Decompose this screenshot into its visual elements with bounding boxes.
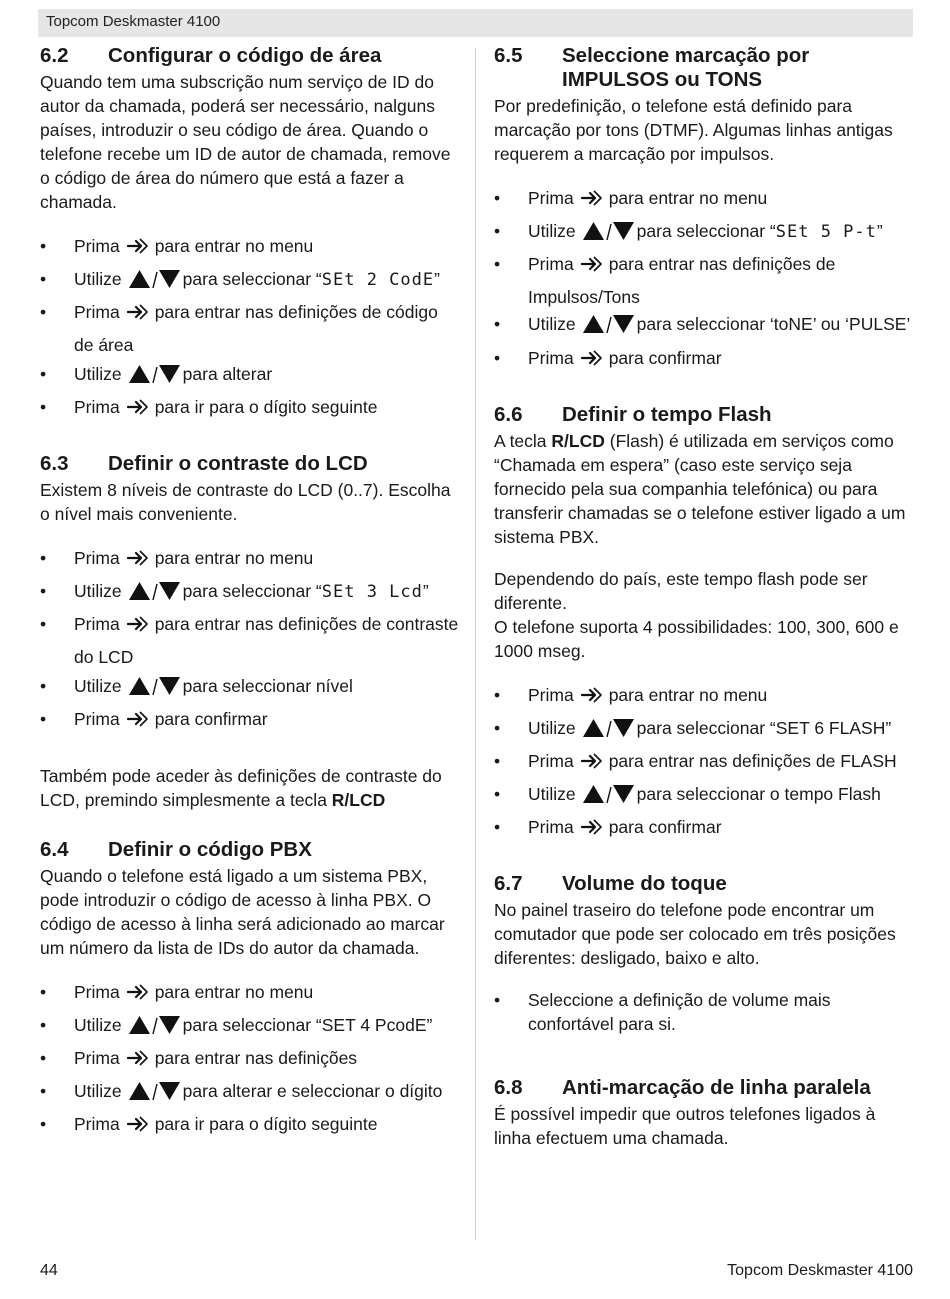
list-item: • Utilize para alterar: [40, 360, 462, 393]
section-intro: Quando tem uma subscrição num serviço de ID do autor da chamada, poderá ser necessário, nalguns países, introduzir o seu código de área. Quando o telefone recebe um ID de autor de chamada, remove o código de área do número que está a fazer a chamada.: [40, 72, 451, 212]
section-intro: Existem 8 níveis de contraste do LCD (0..7). Escolha o nível mais conveniente.: [40, 480, 451, 524]
up-down-arrows-icon: [582, 221, 634, 250]
list-item: • Utilize para seleccionar “SEt 2 CodE”: [40, 265, 462, 298]
section-note: Também pode aceder às definições de contraste do LCD, premindo simplesmente a tecla R/LCD: [40, 766, 442, 810]
page-number: 44: [40, 1262, 58, 1279]
running-header: [38, 9, 913, 37]
section-heading: 6.7 Volume do toque: [494, 872, 727, 895]
section-6-6: [494, 403, 914, 846]
section-intro: A tecla R/LCD (Flash) é utilizada em serviços como “Chamada em espera” (caso este serviço seja fornecido pela sua companhia telefónica) ou para transferir chamadas se o telefone estiver ligado a um sistema PBX.: [494, 431, 906, 547]
list-item: • Utilize para seleccionar “SEt 5 P-t”: [494, 217, 914, 250]
menu-enter-icon: [126, 1048, 152, 1077]
up-down-arrows-icon: [128, 269, 180, 298]
list-item: • Prima para entrar nas definições de código de área: [40, 298, 462, 360]
list-item: • Utilize para seleccionar ‘toNE’ ou ‘PULSE’: [494, 312, 914, 340]
section-heading: 6.8 Anti-marcação de linha paralela: [494, 1076, 871, 1099]
section-6-4: [40, 838, 462, 1143]
menu-enter-icon: [126, 302, 152, 331]
list-item: • Utilize para seleccionar “SEt 3 Lcd”: [40, 577, 462, 610]
menu-enter-icon: [126, 548, 152, 577]
menu-enter-icon: [126, 614, 152, 643]
section-intro: No painel traseiro do telefone pode encontrar um comutador que pode ser colocado em três posições diferentes: desligado, baixo e alto.: [494, 900, 896, 968]
list-item: • Prima para confirmar: [494, 813, 914, 846]
list-item: • Prima para entrar no menu: [40, 232, 462, 265]
menu-enter-icon: [126, 397, 152, 426]
list-item: • Prima para confirmar: [494, 344, 914, 377]
section-paragraph: Dependendo do país, este tempo flash pode ser diferente. O telefone suporta 4 possibilidades: 100, 300, 600 e 1000 mseg.: [494, 569, 899, 661]
menu-enter-icon: [126, 982, 152, 1011]
section-6-2: [40, 44, 462, 426]
up-down-arrows-icon: [128, 1081, 180, 1110]
section-intro: Por predefinição, o telefone está definido para marcação por tons (DTMF). Algumas linhas antigas requerem a marcação por impulsos.: [494, 96, 893, 164]
section-6-5: [494, 44, 914, 377]
section-intro: Quando o telefone está ligado a um sistema PBX, pode introduzir o código de acesso à linha PBX. O código de acesso à linha será adicionado ao marcar um número da lista de IDs do autor da chamada.: [40, 866, 445, 958]
list-item: • Utilize para alterar e seleccionar o dígito: [40, 1077, 462, 1110]
menu-enter-icon: [580, 751, 606, 780]
list-item: • Prima para entrar nas definições de contraste do LCD: [40, 610, 462, 672]
up-down-arrows-icon: [128, 676, 180, 705]
section-heading: 6.6 Definir o tempo Flash: [494, 403, 772, 426]
menu-enter-icon: [580, 348, 606, 377]
section-heading: 6.4 Definir o código PBX: [40, 838, 312, 861]
list-item: • Prima para entrar no menu: [494, 681, 914, 714]
list-item: • Utilize para seleccionar o tempo Flash: [494, 780, 914, 813]
header-title: Topcom Deskmaster 4100: [46, 13, 221, 30]
lcd-text: SEt 2 CodE: [321, 270, 435, 290]
section-6-7: [494, 872, 914, 1036]
list-item: • Prima para entrar nas definições: [40, 1044, 462, 1077]
list-item: • Prima para entrar no menu: [40, 544, 462, 577]
up-down-arrows-icon: [582, 314, 634, 340]
lcd-text: SEt 5 P-t: [775, 222, 877, 242]
menu-enter-icon: [126, 1114, 152, 1143]
lcd-text: SEt 3 Lcd: [321, 582, 423, 602]
up-down-arrows-icon: [582, 784, 634, 813]
section-heading: 6.2 Configurar o código de área: [40, 44, 382, 67]
section-intro: É possível impedir que outros telefones ligados à linha efectuem uma chamada.: [494, 1104, 876, 1148]
list-item: • Utilize para seleccionar nível: [40, 672, 462, 705]
steps-list: [494, 681, 914, 846]
up-down-arrows-icon: [582, 718, 634, 747]
right-column: [494, 44, 914, 1176]
left-column: [40, 44, 462, 1169]
list-item: • Utilize para seleccionar “SET 6 FLASH”: [494, 714, 914, 747]
section-heading: 6.5 Seleccione marcação por IMPULSOS ou TONS: [494, 44, 810, 91]
list-item: • Prima para ir para o dígito seguinte: [40, 393, 462, 426]
menu-enter-icon: [580, 685, 606, 714]
list-item: • Prima para entrar no menu: [494, 184, 914, 217]
up-down-arrows-icon: [128, 1015, 180, 1044]
steps-list: [40, 978, 462, 1143]
steps-list: [494, 988, 914, 1036]
footer-product: Topcom Deskmaster 4100: [727, 1262, 913, 1279]
menu-enter-icon: [580, 254, 606, 283]
menu-enter-icon: [126, 709, 152, 738]
list-item: • Utilize para seleccionar “SET 4 PcodE”: [40, 1011, 462, 1044]
menu-enter-icon: [580, 188, 606, 217]
list-item: • Seleccione a definição de volume mais confortável para si.: [494, 988, 914, 1036]
list-item: • Prima para entrar no menu: [40, 978, 462, 1011]
list-item: • Prima para ir para o dígito seguinte: [40, 1110, 462, 1143]
section-6-8: [494, 1076, 914, 1150]
section-6-3: [40, 452, 462, 812]
column-divider: [475, 48, 476, 1240]
list-item: • Prima para entrar nas definições de FLASH: [494, 747, 914, 780]
steps-list: [40, 232, 462, 426]
menu-enter-icon: [580, 817, 606, 846]
list-item: • Prima para confirmar: [40, 705, 462, 738]
section-heading: 6.3 Definir o contraste do LCD: [40, 452, 368, 475]
steps-list: [494, 184, 914, 377]
list-item: • Prima para entrar nas definições de Impulsos/Tons: [494, 250, 914, 312]
menu-enter-icon: [126, 236, 152, 265]
steps-list: [40, 544, 462, 738]
up-down-arrows-icon: [128, 581, 180, 610]
up-down-arrows-icon: [128, 364, 180, 393]
